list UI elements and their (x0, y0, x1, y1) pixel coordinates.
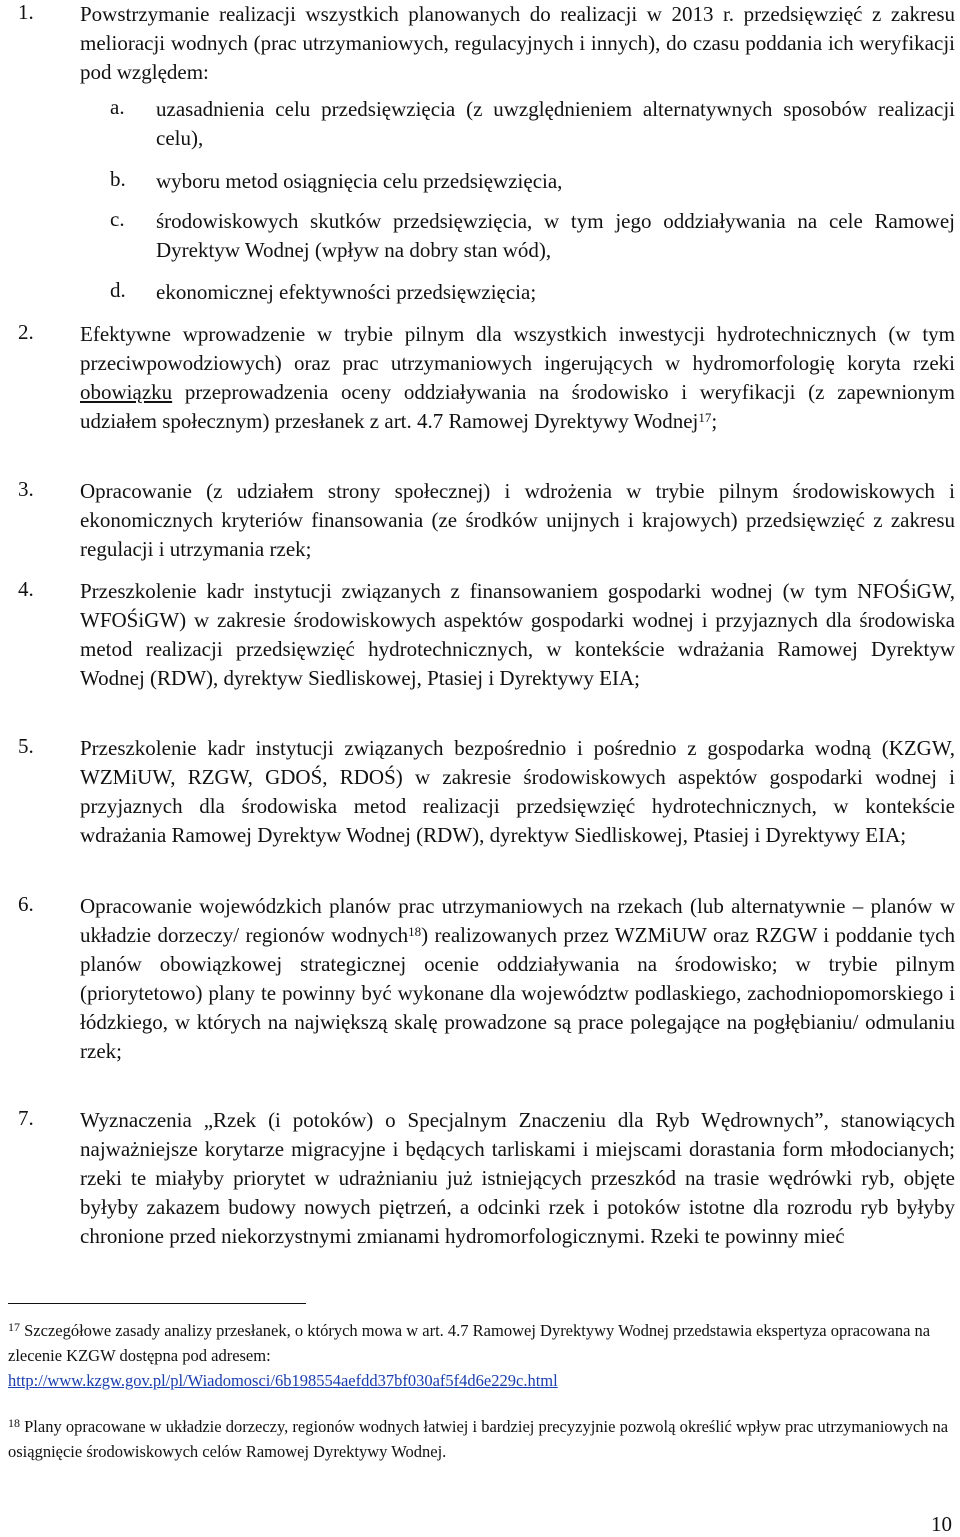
item-text-part: ; (711, 409, 718, 433)
sub-item-c (110, 207, 955, 265)
item-text-part: ) realizowanych przez WZMiUW oraz RZGW i poddanie tych planów obowiązkowej strategicznej ocenie oddziaływania na środowisko; w trybie pilnym (priorytetowo) plany te powinny być wykonane dla województw podlaskiego, zachodniopomorskiego i łódzkiego, w których na największą skalę prowadzone są prace polegające na pogłębianiu/ odmulaniu rzek; (80, 923, 955, 1063)
footnote-ref-17[interactable]: 17 (698, 410, 712, 425)
sub-item-text: wyboru metod osiągnięcia celu przedsięwzięcia, (156, 169, 563, 193)
list-item-7 (10, 1106, 955, 1251)
list-item-1 (10, 0, 955, 87)
footnote-number: 17 (8, 1320, 20, 1334)
sub-item-d (110, 278, 955, 307)
item-text (80, 892, 955, 1066)
item-text: Powstrzymanie realizacji wszystkich planowanych do realizacji w 2013 r. przedsięwzięć z zakresu melioracji wodnych (prac utrzymaniowych, regulacyjnych i innych), do czasu poddania ich weryfikacji pod względem: (80, 2, 955, 84)
page-number: 10 (931, 1512, 952, 1536)
item-text-part: Efektywne wprowadzenie w trybie pilnym dla wszystkich inwestycji hydrotechnicznych (w tym przeciwpowodziowych) oraz prac utrzymaniowych ingerujących w hydromorfologię koryta rzeki (80, 322, 955, 375)
item-text (80, 320, 955, 436)
sub-item-text: ekonomicznej efektywności przedsięwzięcia; (156, 280, 537, 304)
footnote-17 (8, 1318, 953, 1393)
item-text: Opracowanie (z udziałem strony społecznej) i wdrożenia w trybie pilnym środowiskowych i ekonomicznych kryteriów finansowania (ze środków unijnych i krajowych) przedsięwzięć z zakresu regulacji i utrzymania rzek; (80, 479, 955, 561)
list-item-6 (10, 892, 955, 1066)
item-text-part: przeprowadzenia oceny oddziaływania na środowisko i weryfikacji (z zapewnionym udziałem społecznym) przesłanek z art. 4.7 Ramowej Dyrektywy Wodnej (80, 380, 955, 433)
item-number: 5. (18, 734, 34, 758)
footnote-18 (8, 1414, 953, 1464)
sub-item-letter: d. (110, 278, 126, 302)
item-number: 1. (18, 0, 34, 24)
item-text: Wyznaczenia „Rzek (i potoków) o Specjalnym Znaczeniu dla Ryb Wędrownych”, stanowiących najważniejsze korytarze migracyjne i będących tarliskami i miejscami dorastania form młodocianych; rzeki te miałyby priorytet w udrażnianiu już istniejących przeszkód na trasie wędrówki ryb, objęte byłyby zakazem budowy nowych piętrzeń, a odcinki rzek i potoków istotne dla rozrodu ryb byłyby chronione przed niekorzystnymi zmianami hydromorfologicznymi. Rzeki te powinny mieć (80, 1108, 955, 1248)
sub-item-letter: a. (110, 95, 125, 119)
item-number: 7. (18, 1106, 34, 1130)
sub-item-text: uzasadnienia celu przedsięwzięcia (z uwzględnieniem alternatywnych sposobów realizacji celu), (156, 97, 955, 150)
sub-item-letter: b. (110, 167, 126, 191)
list-item-2 (10, 320, 955, 436)
sub-item-a (110, 95, 955, 153)
item-number: 2. (18, 320, 34, 344)
item-text: Przeszkolenie kadr instytucji związanych z finansowaniem gospodarki wodnej (w tym NFOŚiGW, WFOŚiGW) w zakresie środowiskowych aspektów gospodarki wodnej i przyjaznych dla środowiska metod realizacji przedsięwzięć hydrotechnicznych, w kontekście wdrażania Ramowej Dyrektyw Wodnej (RDW), dyrektyw Siedliskowej, Ptasiej i Dyrektywy EIA; (80, 579, 955, 690)
footnote-text: Szczegółowe zasady analizy przesłanek, o których mowa w art. 4.7 Ramowej Dyrektywy Wodnej przedstawia ekspertyza opracowana na zlecenie KZGW dostępna pod adresem: (8, 1321, 931, 1365)
sub-item-letter: c. (110, 207, 125, 231)
list-item-3 (10, 477, 955, 564)
item-text: Przeszkolenie kadr instytucji związanych bezpośrednio i pośrednio z gospodarka wodną (KZGW, WZMiUW, RZGW, GDOŚ, RDOŚ) w zakresie środowiskowych aspektów gospodarki wodnej i przyjaznych dla środowiska metod realizacji przedsięwzięć hydrotechnicznych, w kontekście wdrażania Ramowej Dyrektyw Wodnej (RDW), dyrektyw Siedliskowej, Ptasiej i Dyrektywy EIA; (80, 736, 955, 847)
footnote-ref-18[interactable]: 18 (408, 924, 422, 939)
item-number: 4. (18, 577, 34, 601)
footnote-text: Plany opracowane w układzie dorzeczy, regionów wodnych łatwiej i bardziej precyzyjnie pozwolą określić wpływ prac utrzymaniowych na osiągnięcie środowiskowych celów Ramowej Dyrektywy Wodnej. (8, 1417, 949, 1461)
list-item-5 (10, 734, 955, 850)
sub-item-text: środowiskowych skutków przedsięwzięcia, w tym jego oddziaływania na cele Ramowej Dyrektyw Wodnej (wpływ na dobry stan wód), (156, 209, 955, 262)
item-number: 3. (18, 477, 34, 501)
footnote-link[interactable]: http://www.kzgw.gov.pl/pl/Wiadomosci/6b198554aefdd37bf030af5f4d6e229c.html (8, 1371, 558, 1390)
item-text-part: Opracowanie wojewódzkich planów prac utrzymaniowych na rzekach (lub alternatywnie – planów w układzie dorzeczy/ regionów wodnych (80, 894, 955, 947)
list-item-4 (10, 577, 955, 693)
footnote-separator (8, 1303, 306, 1304)
item-number: 6. (18, 892, 34, 916)
sub-item-b (110, 167, 955, 196)
underlined-word: obowiązku (80, 380, 173, 404)
footnote-number: 18 (8, 1416, 20, 1430)
